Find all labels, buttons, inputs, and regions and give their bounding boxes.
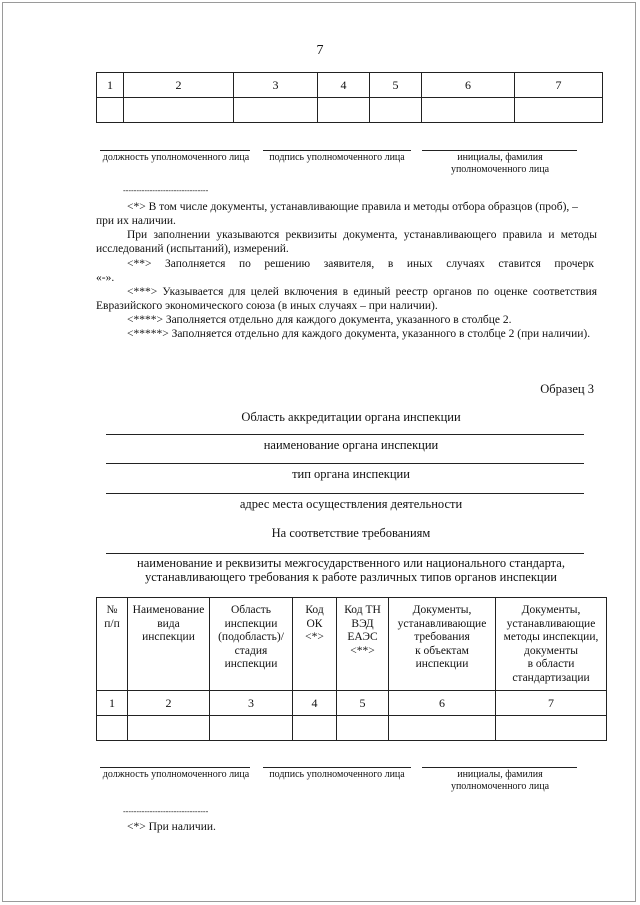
- main-table-header-row: [97, 598, 607, 691]
- top-table-empty-row: [97, 98, 603, 123]
- table-cell: [124, 98, 234, 123]
- footnote-separator: --------------------------------: [123, 186, 209, 195]
- inspection-body-type-line: [106, 463, 584, 464]
- header-line: Документы,: [412, 604, 472, 616]
- activity-address-caption: адрес места осуществления деятельности: [239, 497, 463, 511]
- header-line: Код: [305, 604, 324, 616]
- column-header-inspection-type: [128, 598, 210, 691]
- footnote-line: <**> Заполняется по решению заявителя, в иных случаях ставится прочерк: [127, 258, 594, 270]
- table-cell: [97, 98, 124, 123]
- top-table-header-row: [97, 73, 603, 98]
- top-table-header-cell: 4: [318, 73, 370, 98]
- header-line: <**>: [350, 644, 375, 657]
- standard-line: [106, 553, 584, 554]
- header-line: стандартизации: [512, 671, 590, 684]
- header-line: ВЭД: [351, 617, 374, 630]
- table-cell: [422, 98, 515, 123]
- header-line: (подобласть)/: [218, 631, 284, 643]
- header-line: Документы,: [521, 604, 581, 616]
- header-line: документы: [524, 644, 578, 657]
- column-number-cell: 1: [97, 691, 128, 716]
- top-table-header-cell: 6: [422, 73, 515, 98]
- column-number-cell: 6: [389, 691, 496, 716]
- header-line: методы инспекции,: [503, 631, 599, 643]
- column-header-method-documents: [496, 598, 607, 691]
- header-line: устанавливающие: [506, 617, 596, 630]
- header-line: устанавливающие: [397, 617, 487, 630]
- top-table-header-cell: 3: [234, 73, 318, 98]
- header-line: инспекции: [415, 658, 469, 670]
- table-cell: [496, 716, 607, 741]
- inspection-body-type-caption: тип органа инспекции: [292, 467, 410, 481]
- initials-signature-line: [422, 767, 577, 768]
- initials-label: инициалы, фамилия уполномоченного лица: [450, 769, 550, 792]
- bottom-footnote: <*> При наличии.: [127, 821, 216, 833]
- footnote-line: <*> В том числе документы, устанавливающие правила и методы отбора образцов (проб), –: [127, 201, 578, 213]
- column-header-requirement-documents: [389, 598, 496, 691]
- header-line: инспекции: [142, 631, 195, 643]
- header-line: ЕАЭС: [347, 631, 378, 643]
- activity-address-line: [106, 493, 584, 494]
- header-line: требования: [414, 631, 470, 643]
- table-cell: [389, 716, 496, 741]
- signature-line: [263, 767, 411, 768]
- footnote-line: исследований (испытаний), измерений.: [96, 243, 289, 255]
- table-cell: [128, 716, 210, 741]
- column-header-inspection-scope: [210, 598, 293, 691]
- page-number: 7: [316, 43, 324, 58]
- table-cell: [234, 98, 318, 123]
- header-line: к объектам: [415, 644, 469, 657]
- header-line: п/п: [104, 617, 120, 630]
- header-line: №: [106, 604, 118, 616]
- column-number-cell: 7: [496, 691, 607, 716]
- column-number-cell: 3: [210, 691, 293, 716]
- header-line: в области: [527, 658, 575, 670]
- table-cell: [370, 98, 422, 123]
- position-label: должность уполномоченного лица: [102, 769, 250, 780]
- header-line: Наименование: [132, 604, 205, 616]
- header-line: инспекции: [224, 617, 278, 630]
- signature-label: подпись уполномоченного лица: [269, 152, 405, 163]
- top-table-header-cell: 2: [124, 73, 234, 98]
- footnote-line: При заполнении указываются реквизиты документа, устанавливающего правила и методы: [127, 229, 597, 241]
- position-signature-line: [100, 767, 250, 768]
- footnote-line: <****> Заполняется отдельно для каждого документа, указанного в столбце 2.: [127, 314, 512, 326]
- footnote-line: при их наличии.: [96, 215, 176, 227]
- main-table-number-row: [97, 691, 607, 716]
- column-number-cell: 4: [293, 691, 337, 716]
- table-cell: [515, 98, 603, 123]
- header-line: ОК: [306, 617, 323, 630]
- footnote-line: «-».: [96, 272, 115, 284]
- column-number-cell: 2: [128, 691, 210, 716]
- footnote-line: <***> Указывается для целей включения в единый реестр органов по оценке соответствия: [127, 286, 597, 298]
- footnote-separator: --------------------------------: [123, 807, 209, 816]
- signature-label: подпись уполномоченного лица: [269, 769, 405, 780]
- standard-caption-line-2: устанавливающего требования к работе различных типов органов инспекции: [145, 570, 557, 584]
- table-cell: [210, 716, 293, 741]
- top-table-header-cell: 7: [515, 73, 603, 98]
- initials-label: инициалы, фамилия уполномоченного лица: [450, 152, 550, 175]
- header-line: стадия: [234, 644, 268, 657]
- footnote-line: Евразийского экономического союза (в иных случаях – при наличии).: [96, 300, 438, 312]
- table-cell: [97, 716, 128, 741]
- top-table: [96, 72, 603, 123]
- top-table-header-cell: 5: [370, 73, 422, 98]
- form-title: Область аккредитации органа инспекции: [241, 410, 461, 424]
- position-label: должность уполномоченного лица: [102, 152, 250, 163]
- position-signature-line: [100, 150, 250, 151]
- header-line: <*>: [305, 631, 324, 643]
- header-line: Область: [230, 604, 272, 616]
- table-cell: [318, 98, 370, 123]
- footnote-line: <*****> Заполняется отдельно для каждого документа, указанного в столбце 2 (при наличии).: [127, 328, 591, 340]
- table-cell: [293, 716, 337, 741]
- column-header-ok-code: [293, 598, 337, 691]
- header-line: инспекции: [224, 658, 278, 670]
- header-line: вида: [157, 617, 180, 630]
- conformity-text: На соответствие требованиям: [271, 526, 431, 540]
- main-table-empty-row: [97, 716, 607, 741]
- column-number-cell: 5: [337, 691, 389, 716]
- signature-line: [263, 150, 411, 151]
- inspection-scope-table: [96, 597, 607, 741]
- standard-caption-line-1: наименование и реквизиты межгосударственного или национального стандарта,: [137, 556, 565, 570]
- top-table-header-cell: 1: [97, 73, 124, 98]
- initials-signature-line: [422, 150, 577, 151]
- table-cell: [337, 716, 389, 741]
- sample-label: Образец 3: [540, 382, 594, 396]
- inspection-body-name-line: [106, 434, 584, 435]
- column-header-number: [97, 598, 128, 691]
- header-line: Код ТН: [344, 604, 381, 616]
- inspection-body-name-caption: наименование органа инспекции: [263, 438, 439, 452]
- column-header-tn-ved-code: [337, 598, 389, 691]
